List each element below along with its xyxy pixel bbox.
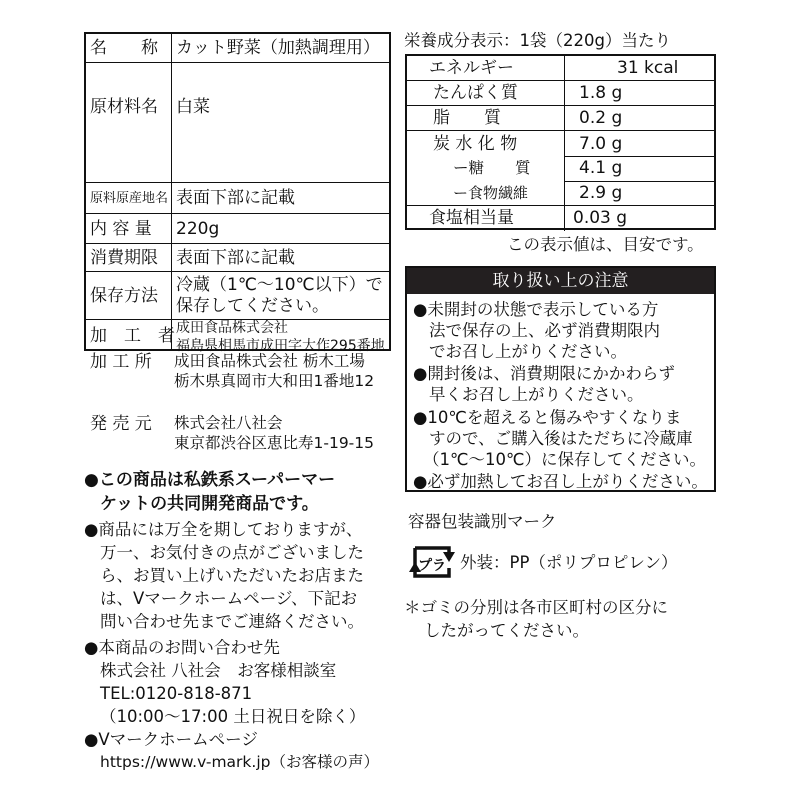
nutrition-title: 栄養成分表示：1袋（220g）当たり (404, 31, 671, 50)
caution-line: 早くお召し上がりください。 (429, 385, 644, 404)
nutrition-value: 31 kcal (617, 58, 679, 78)
caution-line: でお召し上がりください。 (429, 342, 627, 361)
svg-text:プラ: プラ (418, 558, 446, 574)
nutrition-value: 0.2 g (579, 108, 623, 128)
contact-note: ●本商品のお問い合わせ先 株式会社 八社会 お客様相談室 TEL:0120-818-871 （10:00〜17:00 土日祝日を除く） (84, 638, 366, 726)
table-row (86, 244, 389, 272)
table-row (407, 106, 714, 131)
table-row (407, 81, 714, 106)
caution-line: ●開封後は、消費期限にかかわらず (413, 364, 675, 383)
nutrition-value: 2.9 g (579, 183, 623, 203)
nutrition-value: 4.1 g (579, 158, 623, 178)
table-row (86, 214, 389, 244)
nutrition-label: たんぱく質 (433, 83, 518, 103)
table-row (86, 272, 389, 320)
caution-line: ●10℃を超えると傷みやすくなりま (413, 408, 682, 427)
homepage-url: https://www.v-mark.jp（お客様の声） (100, 753, 379, 771)
processing-site-value: 成田食品株式会社 栃木工場 栃木県真岡市大和田1番地12 (174, 352, 375, 390)
row-value: 成田食品株式会社 福島県相馬市成田字大作295番地 (176, 320, 385, 354)
row-value: 白菜 (176, 97, 210, 117)
nutrition-value: 1.8 g (579, 83, 623, 103)
table-row (407, 206, 714, 231)
handling-caution-title: 取り扱い上の注意 (407, 268, 714, 294)
table-row (86, 63, 389, 183)
row-label: 内 容 量 (90, 219, 152, 239)
caution-line: ●必ず加熱してお召し上がりください。 (413, 472, 708, 491)
caution-line: （1℃〜10℃）に保存してください。 (423, 450, 707, 469)
joint-development-note: ●この商品は私鉄系スーパーマー ケットの共同開発商品です。 (84, 470, 336, 514)
quality-note: ●商品には万全を期しておりますが、 万一、お気付きの点がございました ら、お買い上げいただいたお店また は、Vマークホームページ、下記お 問い合わせ先までご連絡ください。 (84, 520, 364, 631)
row-value: 表面下部に記載 (176, 248, 295, 268)
table-row (86, 320, 389, 354)
row-value: 表面下部に記載 (176, 188, 295, 208)
row-value: カット野菜（加熱調理用） (176, 38, 380, 58)
caution-line: 法で保存の上、必ず消費期限内 (429, 321, 660, 340)
nutrition-footnote: この表示値は、目安です。 (507, 235, 704, 254)
nutrition-label: 炭 水 化 物 (433, 134, 518, 154)
homepage-note: ●Vマークホームページ https://www.v-mark.jp（お客様の声） (84, 728, 379, 774)
row-label: 原材料名 (90, 97, 158, 117)
seller-value: 株式会社八社会 東京都渋谷区恵比寿1-19-15 (174, 414, 374, 452)
row-label: 原料原産地名 (90, 191, 169, 206)
nutrition-value: 0.03 g (573, 208, 628, 228)
table-row (86, 183, 389, 214)
handling-caution-box (405, 266, 716, 492)
packaging-mark-title: 容器包装識別マーク (408, 512, 557, 531)
table-row-group (407, 131, 714, 206)
nutrition-label: エネルギー (429, 58, 514, 78)
nutrition-label: 脂 質 (433, 108, 501, 128)
recycle-pla-icon (407, 542, 457, 582)
nutrition-label: ー糖 質 (453, 159, 531, 177)
row-label: 保存方法 (90, 286, 158, 306)
processing-site-label: 加 工 所 (90, 352, 152, 372)
disposal-note: ＊ゴミの分別は各市区町村の区分に したがってください。 (404, 598, 668, 640)
product-info-table (84, 32, 391, 354)
nutrition-label: 食塩相当量 (429, 208, 514, 228)
row-value: 220g (176, 219, 220, 239)
caution-line: すので、ご購入後はただちに冷蔵庫 (429, 429, 693, 448)
caution-line: ●未開封の状態で表示している方 (413, 300, 659, 319)
table-row (86, 34, 389, 63)
seller-label: 発 売 元 (90, 414, 152, 434)
nutrition-table (405, 54, 716, 230)
row-label: 加 工 者 (90, 326, 175, 346)
row-value: 冷蔵（1℃〜10℃以下）で 保存してください。 (176, 275, 383, 316)
row-label: 消費期限 (90, 248, 158, 268)
nutrition-label: ー食物繊維 (453, 184, 529, 202)
packaging-material: 外装：PP（ポリプロピレン） (460, 553, 678, 572)
table-row (407, 56, 714, 81)
row-label: 名 称 (90, 38, 158, 58)
nutrition-value: 7.0 g (579, 134, 623, 154)
